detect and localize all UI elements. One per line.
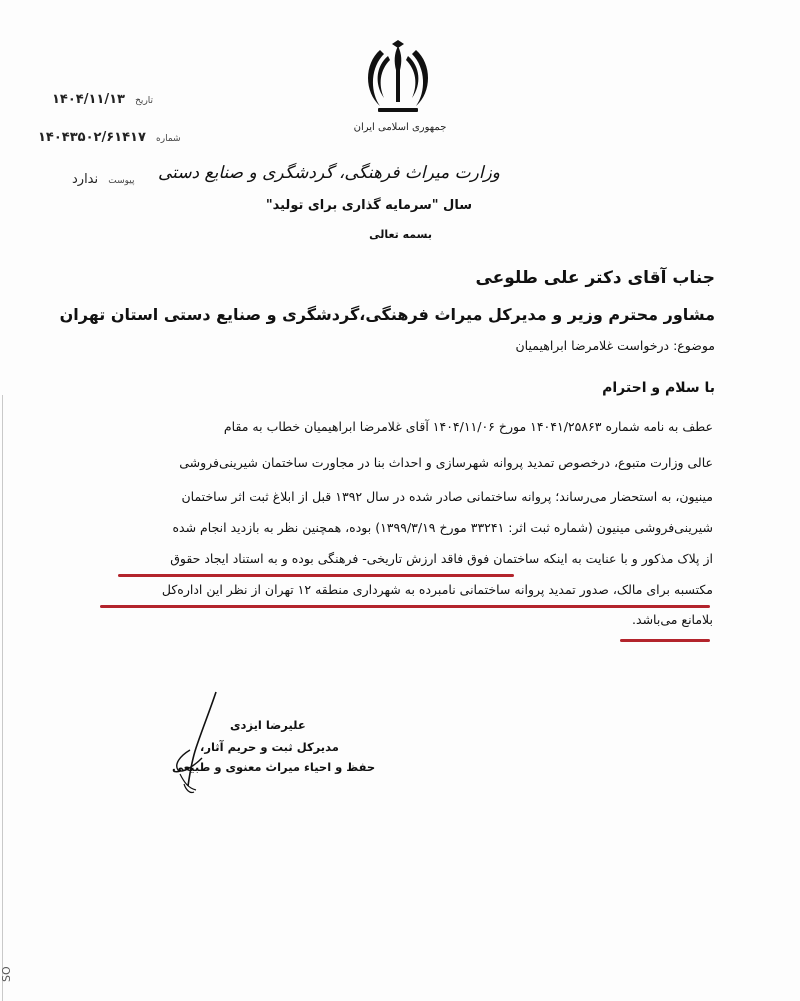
date-value: ۱۴۰۴/۱۱/۱۳ xyxy=(52,92,125,107)
highlight-underline-3 xyxy=(620,639,710,642)
number-value: ۱۴۰۴۳۵۰۲/۶۱۴۱۷ xyxy=(38,130,146,145)
attachment-label: پیوست xyxy=(108,176,135,186)
signer-name: علیرضا ایزدی xyxy=(230,718,306,732)
body-line-4: شیرینی‌فروشی مینیون (شماره ثبت اثر: ۳۳۲۴۱ مورخ ۱۳۹۹/۳/۱۹) بوده، همچنین نظر به بازدید انجام شده xyxy=(172,520,713,535)
date-row xyxy=(52,92,153,107)
highlight-underline-1 xyxy=(118,574,514,577)
number-label: شماره xyxy=(156,134,181,144)
attachment-row xyxy=(72,172,135,187)
body-line-2: عالی وزارت متبوع، درخصوص تمدید پروانه شهرسازی و احداث بنا در مجاورت ساختمان شیرینی‌فروشی xyxy=(179,455,713,470)
edge-mark: SO xyxy=(0,966,13,982)
addressee-name: جناب آقای دکتر علی طلوعی xyxy=(475,268,715,288)
bismillah: بسمه تعالی xyxy=(369,228,432,241)
greeting: با سلام و احترام xyxy=(602,380,715,396)
body-line-3: مینیون، به استحضار می‌رساند؛ پروانه ساختمانی صادر شده در سال ۱۳۹۲ قبل از ابلاغ ثبت اثر ساختمان xyxy=(181,489,713,504)
attachment-value: ندارد xyxy=(72,172,99,187)
year-motto: سال "سرمایه گذاری برای تولید" xyxy=(265,198,472,213)
signer-title-2: حفظ و احیاء میراث معنوی و طبیعی xyxy=(172,760,376,774)
republic-caption: جمهوری اسلامی ایران xyxy=(353,122,447,133)
body-line-6: مکتسبه برای مالک، صدور تمدید پروانه ساختمانی نامبرده به شهرداری منطقه ۱۲ تهران از نظر این اداره‌کل xyxy=(161,582,713,597)
body-line-7: بلامانع می‌باشد. xyxy=(632,612,713,627)
iran-emblem-icon xyxy=(358,40,438,120)
body-line-5: از پلاک مذکور و با عنایت به اینکه ساختمان فوق فاقد ارزش تاریخی- فرهنگی بوده و به استناد ایجاد حقوق xyxy=(170,551,713,566)
number-row xyxy=(38,130,181,145)
date-label: تاریخ xyxy=(135,96,154,106)
body-line-1: عطف به نامه شماره ۱۴۰۴۱/۲۵۸۶۳ مورخ ۱۴۰۴/۱۱/۰۶ آقای غلامرضا ابراهیمیان خطاب به مقام xyxy=(223,419,713,434)
highlight-underline-2 xyxy=(100,605,710,608)
signer-title-1: مدیرکل ثبت و حریم آثار، xyxy=(200,740,339,754)
scan-edge-line xyxy=(2,395,3,1001)
ministry-name: وزارت میراث فرهنگی، گردشگری و صنایع دستی xyxy=(158,163,500,183)
subject-line: موضوع: درخواست غلامرضا ابراهیمیان xyxy=(515,338,715,353)
addressee-title: مشاور محترم وزیر و مدیرکل میراث فرهنگی،گردشگری و صنایع دستی استان تهران xyxy=(59,305,715,324)
